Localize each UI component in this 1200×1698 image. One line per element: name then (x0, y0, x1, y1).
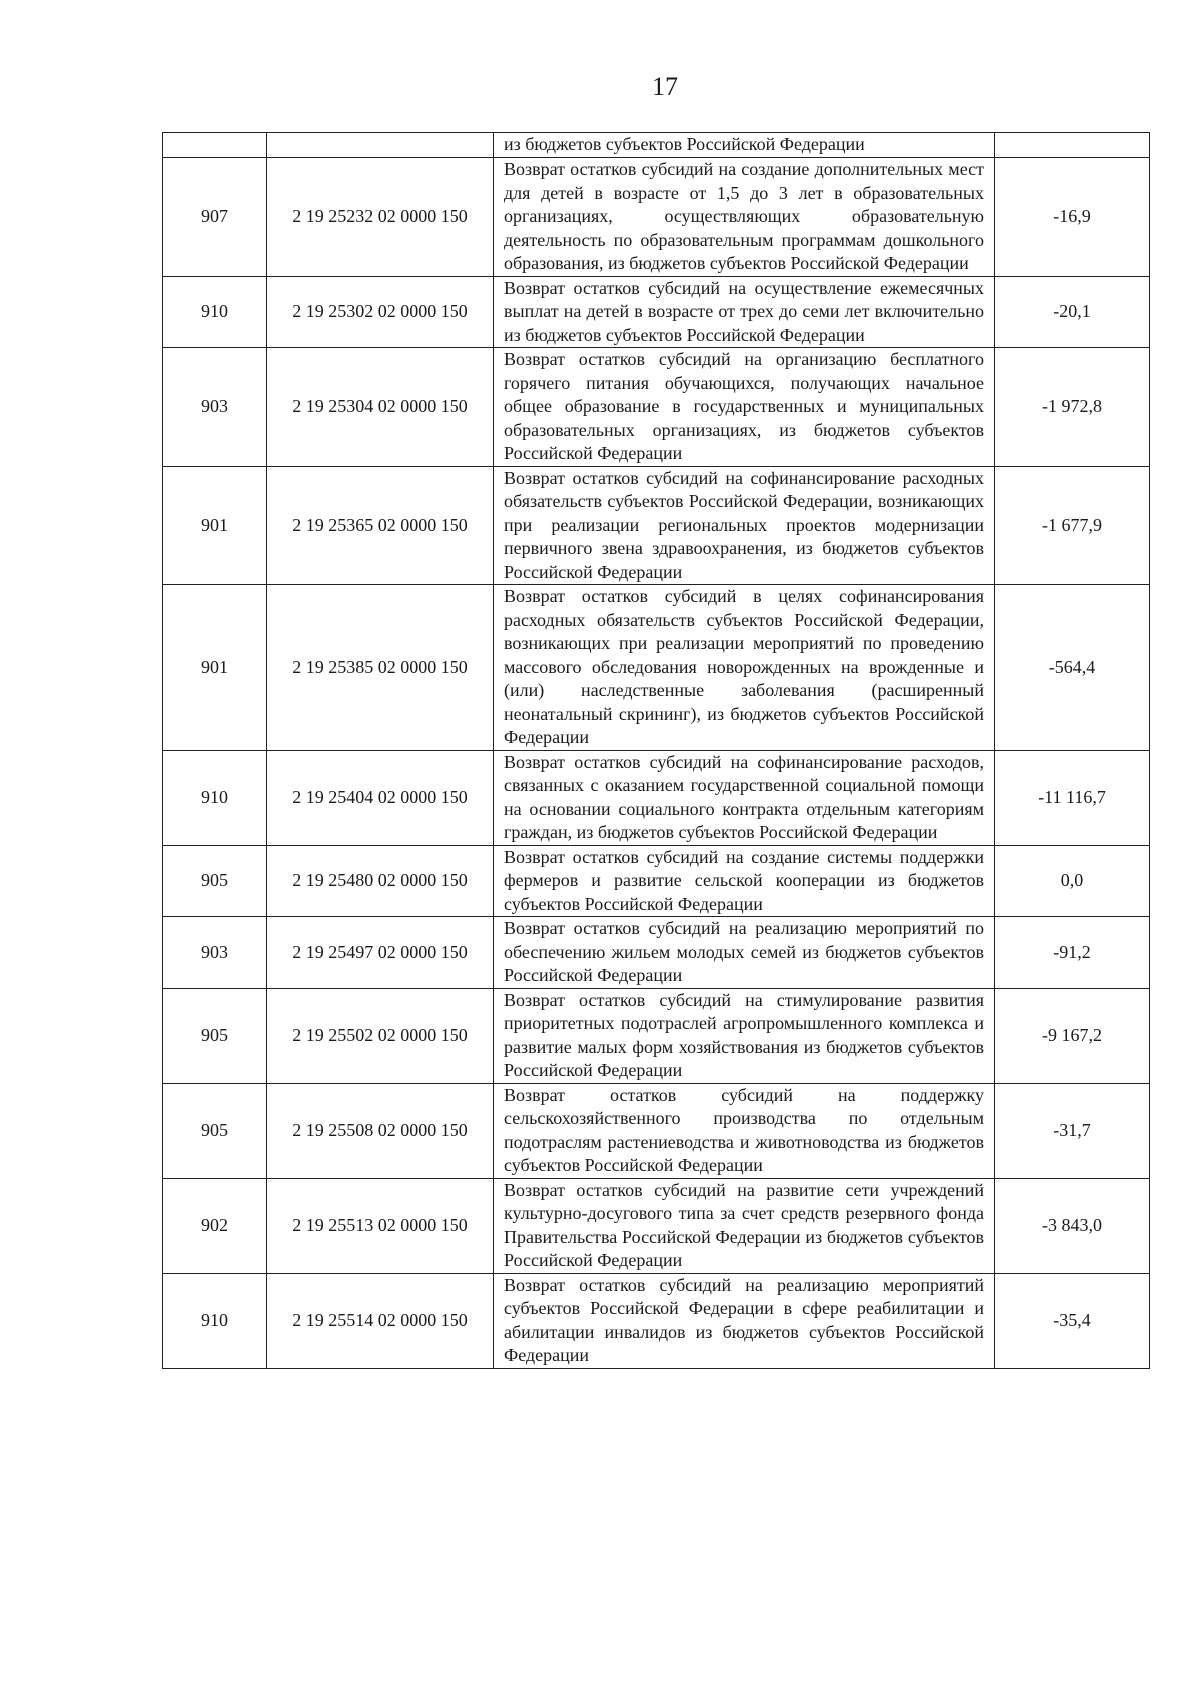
budget-code-cell: 2 19 25508 02 0000 150 (267, 1083, 494, 1178)
budget-code-cell: 2 19 25385 02 0000 150 (267, 585, 494, 751)
budget-code-cell: 2 19 25302 02 0000 150 (267, 276, 494, 348)
amount-cell: -20,1 (995, 276, 1150, 348)
budget-code-cell: 2 19 25232 02 0000 150 (267, 158, 494, 277)
revenue-name-cell: из бюджетов субъектов Российской Федерации (494, 133, 995, 158)
admin-code-cell: 905 (163, 845, 267, 917)
revenue-name-cell: Возврат остатков субсидий на осуществление ежемесячных выплат на детей в возрасте от трех до семи лет включительно из бюджетов субъектов Российской Федерации (494, 276, 995, 348)
table-row (163, 750, 1150, 845)
amount-cell: -1 972,8 (995, 348, 1150, 467)
budget-code-cell: 2 19 25514 02 0000 150 (267, 1273, 494, 1368)
admin-code-cell: 903 (163, 917, 267, 989)
revenue-name-cell: Возврат остатков субсидий в целях софинансирования расходных обязательств субъектов Российской Федерации, возникающих при реализации мероприятий по проведению массового обследования новорожденных на врожденные и (или) наследственные заболевания (расширенный неонатальный скрининг), из бюджетов субъектов Российской Федерации (494, 585, 995, 751)
admin-code-cell: 907 (163, 158, 267, 277)
table-row (163, 988, 1150, 1083)
revenue-name-cell: Возврат остатков субсидий на поддержку сельскохозяйственного производства по отдельным подотраслям растениеводства и животноводства из бюджетов субъектов Российской Федерации (494, 1083, 995, 1178)
revenue-name-cell: Возврат остатков субсидий на софинансирование расходов, связанных с оказанием государственной социальной помощи на основании социального контракта отдельным категориям граждан, из бюджетов субъектов Российской Федерации (494, 750, 995, 845)
revenue-name-cell: Возврат остатков субсидий на реализацию мероприятий субъектов Российской Федерации в сфере реабилитации и абилитации инвалидов из бюджетов субъектов Российской Федерации (494, 1273, 995, 1368)
amount-cell: -31,7 (995, 1083, 1150, 1178)
budget-code-cell: 2 19 25304 02 0000 150 (267, 348, 494, 467)
table-row (163, 1178, 1150, 1273)
admin-code-cell: 910 (163, 750, 267, 845)
budget-code-cell: 2 19 25497 02 0000 150 (267, 917, 494, 989)
admin-code-cell: 903 (163, 348, 267, 467)
budget-return-table (162, 132, 1150, 1369)
amount-cell: -11 116,7 (995, 750, 1150, 845)
revenue-name-cell: Возврат остатков субсидий на софинансирование расходных обязательств субъектов Российской Федерации, возникающих при реализации региональных проектов модернизации первичного звена здравоохранения, из бюджетов субъектов Российской Федерации (494, 466, 995, 585)
revenue-name-cell: Возврат остатков субсидий на создание системы поддержки фермеров и развитие сельской кооперации из бюджетов субъектов Российской Федерации (494, 845, 995, 917)
admin-code-cell: 910 (163, 1273, 267, 1368)
revenue-name-cell: Возврат остатков субсидий на реализацию мероприятий по обеспечению жильем молодых семей из бюджетов субъектов Российской Федерации (494, 917, 995, 989)
admin-code-cell: 902 (163, 1178, 267, 1273)
table-body (163, 133, 1150, 1369)
budget-code-cell: 2 19 25365 02 0000 150 (267, 466, 494, 585)
admin-code-cell: 905 (163, 988, 267, 1083)
revenue-name-cell: Возврат остатков субсидий на создание дополнительных мест для детей в возрасте от 1,5 до 3 лет в образовательных организациях, осуществляющих образовательную деятельность по образовательным программам дошкольного образования, из бюджетов субъектов Российской Федерации (494, 158, 995, 277)
budget-code-cell: 2 19 25404 02 0000 150 (267, 750, 494, 845)
amount-cell: -564,4 (995, 585, 1150, 751)
amount-cell (995, 133, 1150, 158)
table-row (163, 466, 1150, 585)
revenue-name-cell: Возврат остатков субсидий на развитие сети учреждений культурно-досугового типа за счет средств резервного фонда Правительства Российской Федерации из бюджетов субъектов Российской Федерации (494, 1178, 995, 1273)
admin-code-cell (163, 133, 267, 158)
amount-cell: -16,9 (995, 158, 1150, 277)
table-row (163, 158, 1150, 277)
amount-cell: -35,4 (995, 1273, 1150, 1368)
revenue-name-cell: Возврат остатков субсидий на организацию бесплатного горячего питания обучающихся, получающих начальное общее образование в государственных и муниципальных образовательных организациях, из бюджетов субъектов Российской Федерации (494, 348, 995, 467)
budget-code-cell: 2 19 25502 02 0000 150 (267, 988, 494, 1083)
amount-cell: -91,2 (995, 917, 1150, 989)
revenue-name-cell: Возврат остатков субсидий на стимулирование развития приоритетных подотраслей агропромышленного комплекса и развитие малых форм хозяйствования из бюджетов субъектов Российской Федерации (494, 988, 995, 1083)
table-row (163, 845, 1150, 917)
amount-cell: -9 167,2 (995, 988, 1150, 1083)
table-row (163, 1083, 1150, 1178)
table-row (163, 276, 1150, 348)
budget-code-cell (267, 133, 494, 158)
table-row (163, 917, 1150, 989)
amount-cell: -1 677,9 (995, 466, 1150, 585)
amount-cell: -3 843,0 (995, 1178, 1150, 1273)
table-row-continuation (163, 133, 1150, 158)
admin-code-cell: 905 (163, 1083, 267, 1178)
table-row (163, 1273, 1150, 1368)
admin-code-cell: 901 (163, 466, 267, 585)
admin-code-cell: 910 (163, 276, 267, 348)
table-row (163, 585, 1150, 751)
admin-code-cell: 901 (163, 585, 267, 751)
page-number: 17 (652, 72, 678, 101)
amount-cell: 0,0 (995, 845, 1150, 917)
table-row (163, 348, 1150, 467)
budget-code-cell: 2 19 25513 02 0000 150 (267, 1178, 494, 1273)
budget-code-cell: 2 19 25480 02 0000 150 (267, 845, 494, 917)
